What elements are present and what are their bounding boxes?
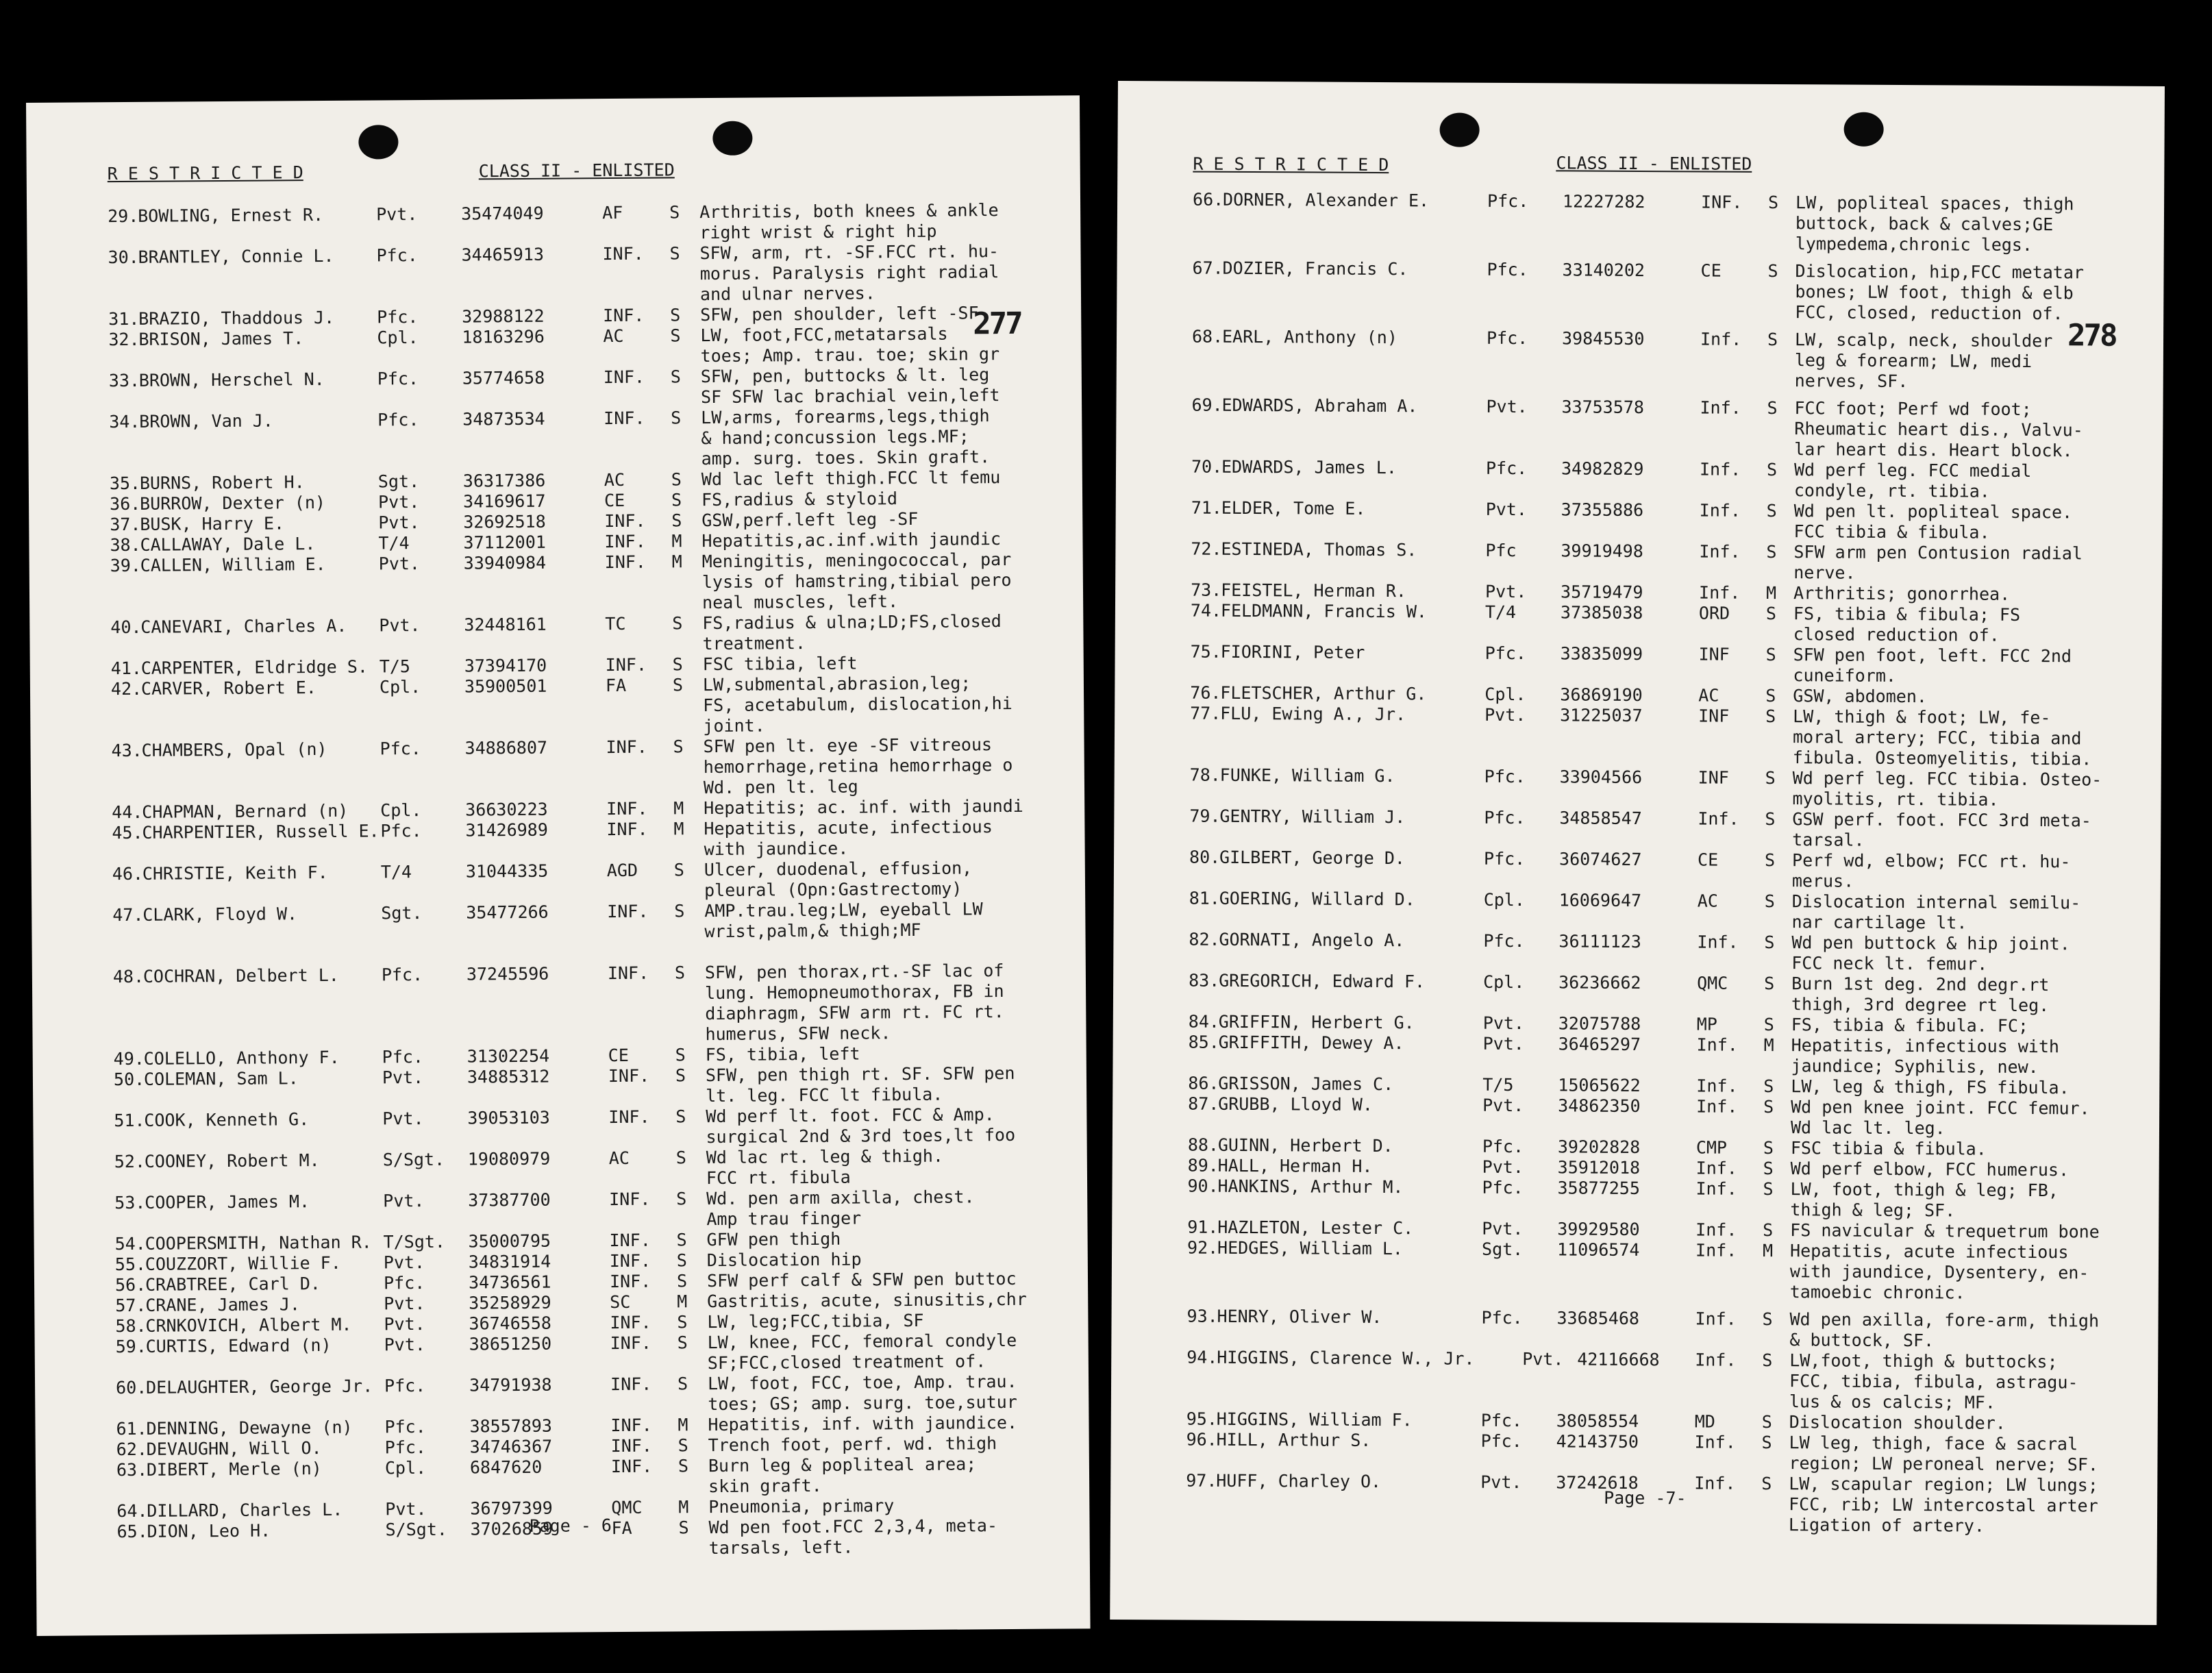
roster-row: 68. EARL, Anthony (n) Pfc. 39845530 Inf. S LW, scalp, neck, shoulder leg & forearm; LW, medi nerves, SF. [1191, 326, 2053, 392]
roster-row: 75. FIORINI, Peter Pfc. 33835099 INF S SFW pen foot, left. FCC 2nd cuneiform. [1190, 641, 2072, 686]
roster-row: 77. FLU, Ewing A., Jr. Pvt. 31225037 INF S LW, thigh & foot; LW, fe- moral artery; FCC, tibia and fibula. Osteomyelitis, tibia. [1190, 703, 2092, 769]
class-header: CLASS II - ENLISTED [478, 160, 675, 182]
roster-row: 30. BRANTLEY, Connie L. Pfc. 34465913 INF. S SFW, arm, rt. -SF.FCC rt. hu- morus. Paralysis right radial and ulnar nerves. [108, 241, 999, 305]
roster-list [27, 199, 1090, 1563]
roster-row: 55. COUZZORT, Willie F. Pvt. 34831914 INF. S Dislocation hip [114, 1249, 862, 1275]
roster-row: 50. COLEMAN, Sam L. Pvt. 34885312 INF. S SFW, pen thigh rt. SF. SFW pen lt. leg. FCC lt fibula. [113, 1063, 1015, 1106]
roster-row: 59. CURTIS, Edward (n) Pvt. 38651250 INF. S LW, knee, FCC, femoral condyle SF;FCC,closed treatment of. [115, 1330, 1017, 1374]
roster-row: 47. CLARK, Floyd W. Sgt. 35477266 INF. S AMP.trau.leg;LW, eyeball LW wrist,palm,& thigh;MF [112, 899, 983, 942]
roster-row: 83. GREGORICH, Edward F. Cpl. 36236662 QMC S Burn 1st deg. 2nd degr.rt thigh, 3rd degree rt leg. [1189, 970, 2050, 1016]
roster-row: 61. DENNING, Dewayne (n) Pfc. 38557893 INF. M Hepatitis, inf. with jaundice. [116, 1412, 1018, 1439]
roster-row: 95. HIGGINS, William F. Pfc. 38058554 MD S Dislocation shoulder. [1186, 1409, 2006, 1433]
roster-row: 35. BURNS, Robert H. Sgt. 36317386 AC S Wd lac left thigh.FCC lt femu [109, 467, 1001, 494]
roster-row: 85. GRIFFITH, Dewey A. Pvt. 36465297 Inf. M Hepatitis, infectious with jaundice; Syphilis, new. [1188, 1032, 2060, 1078]
page-number-footer: Page -7- [1604, 1487, 1687, 1509]
roster-row: 80. GILBERT, George D. Pfc. 36074627 CE S Perf wd, elbow; FCC rt. hu- merus. [1189, 847, 2071, 891]
restricted-header: R E S T R I C T E D [107, 162, 303, 184]
roster-row: 74. FELDMANN, Francis W. T/4 37385038 ORD S FS, tibia & fibula; FS closed reduction of. [1190, 600, 2021, 645]
roster-row: 33. BROWN, Herschel N. Pfc. 35774658 INF. S SFW, pen, buttocks & lt. leg SF SFW lac brachial vein,left [108, 364, 1000, 408]
roster-row: 31. BRAZIO, Thaddous J. Pfc. 32988122 INF. S SFW, pen shoulder, left -SF [108, 303, 979, 330]
roster-row: 71. ELDER, Tome E. Pvt. 37355886 Inf. S Wd pen lt. popliteal space. FCC tibia & fibula. [1191, 497, 2073, 543]
roster-row: 89. HALL, Herman H. Pvt. 35912018 Inf. S Wd perf elbow, FCC humerus. [1187, 1155, 2070, 1180]
roster-row: 60. DELAUGHTER, George Jr. Pfc. 34791938 INF. S LW, foot, FCC, toe, Amp. trau. toes; GS; amp. surg. toe,sutur [115, 1371, 1017, 1415]
roster-row: 58. CRNKOVICH, Albert M. Pvt. 36746558 INF. S LW, leg;FCC,tibia, SF [115, 1310, 924, 1337]
roster-row: 81. GOERING, Willard D. Cpl. 16069647 AC S Dislocation internal semilu- nar cartilage lt. [1189, 888, 2081, 933]
roster-row: 86. GRISSON, James C. T/5 15065622 Inf. S LW, leg & thigh, FS fibula. [1188, 1073, 2070, 1098]
roster-row: 64. DILLARD, Charles L. Pvt. 36797399 QMC M Pneumonia, primary [116, 1496, 895, 1522]
punch-hole [712, 121, 752, 156]
roster-row: 53. COOPER, James M. Pvt. 37387700 INF. S Wd. pen arm axilla, chest. Amp trau finger [114, 1187, 975, 1230]
roster-row: 51. COOK, Kenneth G. Pvt. 39053103 INF. S Wd perf lt. foot. FCC & Amp. surgical 2nd & 3rd toes,lt foo [114, 1104, 1016, 1148]
roster-row: 67. DOZIER, Francis C. Pfc. 33140202 CE S Dislocation, hip,FCC metatar bones; LW foot, thigh & elb FCC, closed, reduction of. [1192, 258, 2085, 324]
roster-row: 56. CRABTREE, Carl D. Pfc. 34736561 INF. S SFW perf calf & SFW pen buttoc [114, 1268, 1017, 1296]
roster-row: 94. HIGGINS, Clarence W., Jr. Pvt. 42116668 Inf. S LW,foot, thigh & buttocks; FCC, tibia, fibula, astragu- lus & os calcis; MF. [1186, 1347, 2078, 1413]
roster-row: 63. DIBERT, Merle (n) Cpl. 6847620 INF. S Burn leg & popliteal area; skin graft. [116, 1454, 977, 1497]
roster-row: 54. COOPERSMITH, Nathan R. T/Sgt. 35000795 INF. S GFW pen thigh [114, 1228, 841, 1254]
roster-row: 92. HEDGES, William L. Sgt. 11096574 Inf. M Hepatitis, acute infectious with jaundice, Dysentery, en- tamoebic chronic. [1187, 1237, 2089, 1303]
class-header: CLASS II - ENLISTED [1556, 153, 1752, 174]
roster-row: 37. BUSK, Harry E. Pvt. 32692518 INF. S GSW,perf.left leg -SF [110, 508, 919, 535]
roster-row: 90. HANKINS, Arthur M. Pfc. 35877255 Inf. S LW, foot, thigh & leg; FB, thigh & leg; SF. [1187, 1176, 2059, 1221]
page-stamp-number: 278 [2067, 318, 2116, 354]
roster-row: 41. CARPENTER, Eldridge S. T/5 37394170 INF. S FSC tibia, left [110, 653, 858, 679]
roster-row: 42. CARVER, Robert E. Cpl. 35900501 FA S LW,submental,abrasion,leg; FS, acetabulum, dislocation,hi joint. [110, 673, 1012, 736]
roster-row: 62. DEVAUGHN, Will O. Pfc. 34746367 INF. S Trench foot, perf. wd. thigh [116, 1433, 997, 1460]
roster-row: 36. BURROW, Dexter (n) Pvt. 34169617 CE S FS,radius & styloid [109, 488, 898, 515]
roster-row: 32. BRISON, James T. Cpl. 18163296 AC S LW, foot,FCC,metatarsals toes; Amp. trau. toe; skin gr [108, 323, 1000, 367]
roster-row: 70. EDWARDS, James L. Pfc. 34982829 Inf. S Wd perf leg. FCC medial condyle, rt. tibia. [1191, 456, 2032, 501]
roster-row: 65. DION, Leo H. S/Sgt. 37026859 FA S Wd pen foot.FCC 2,3,4, meta- tarsals, left. [116, 1515, 998, 1559]
roster-row: 38. CALLAWAY, Dale L. T/4 37112001 INF. M Hepatitis,ac.inf.with jaundic [110, 529, 1002, 556]
roster-row: 73. FEISTEL, Herman R. Pvt. 35719479 Inf. M Arthritis; gonorrhea. [1191, 580, 2011, 604]
roster-row: 46. CHRISTIE, Keith F. T/4 31044335 AGD S Ulcer, duodenal, effusion, pleural (Opn:Gastrectomy) [112, 858, 973, 901]
roster-row: 93. HENRY, Oliver W. Pfc. 33685468 Inf. S Wd pen axilla, fore-arm, thigh & buttock, SF. [1186, 1306, 2100, 1351]
roster-row: 82. GORNATI, Angelo A. Pfc. 36111123 Inf. S Wd pen buttock & hip joint. FCC neck lt. femur. [1189, 929, 2070, 974]
roster-row: 69. EDWARDS, Abraham A. Pvt. 33753578 Inf. S FCC foot; Perf wd foot; Rheumatic heart dis., Valvu- lar heart dis. Heart block. [1191, 395, 2083, 461]
punch-hole [1440, 112, 1480, 147]
punch-hole [358, 125, 398, 159]
roster-row: 48. COCHRAN, Delbert L. Pfc. 37245596 INF. S SFW, pen thorax,rt.-SF lac of lung. Hemopneumothorax, FB in diaphragm, SFW arm rt. FC rt. humerus, SFW neck. [112, 961, 1004, 1045]
roster-row: 39. CALLEN, William E. Pvt. 33940984 INF. M Meningitis, meningococcal, par lysis of hamstring,tibial pero neal muscles, left. [110, 549, 1012, 613]
roster-row: 88. GUINN, Herbert D. Pfc. 39202828 CMP S FSC tibia & fibula. [1187, 1135, 1987, 1159]
punch-hole [1844, 112, 1884, 147]
roster-row: 29. BOWLING, Ernest R. Pvt. 35474049 AF S Arthritis, both knees & ankle right wrist & right hip [108, 200, 999, 243]
page-number-footer: Page - 6 [529, 1515, 612, 1536]
restricted-header: R E S T R I C T E D [1193, 153, 1389, 175]
roster-row: 57. CRANE, James J. Pvt. 35258929 SC M Gastritis, acute, sinusitis,chr [115, 1289, 1027, 1316]
roster-row: 72. ESTINEDA, Thomas S. Pfc 39919498 Inf. S SFW arm pen Contusion radial nerve. [1191, 538, 2083, 583]
page-stamp-number: 277 [973, 306, 1021, 342]
roster-row: 43. CHAMBERS, Opal (n) Pfc. 34886807 INF. S SFW pen lt. eye -SF vitreous hemorrhage,retina hemorrhage o Wd. pen lt. leg [111, 734, 1013, 798]
roster-row: 76. FLETSCHER, Arthur G. Cpl. 36869190 AC S GSW, abdomen. [1190, 682, 1928, 707]
roster-row: 87. GRUBB, Lloyd W. Pvt. 34862350 Inf. S Wd pen knee joint. FCC femur. Wd lac lt. leg. [1188, 1093, 2090, 1139]
roster-row: 40. CANEVARI, Charles A. Pvt. 32448161 TC S FS,radius & ulna;LD;FS,closed treatment. [110, 611, 1002, 654]
left-page [26, 95, 1091, 1636]
roster-row: 52. COONEY, Robert M. S/Sgt. 19080979 AC S Wd lac rt. leg & thigh. FCC rt. fibula [114, 1145, 944, 1189]
roster-row: 78. FUNKE, William G. Pfc. 33904566 INF S Wd perf leg. FCC tibia. Osteo- myolitis, rt. tibia. [1189, 765, 2102, 810]
roster-row: 97. HUFF, Charley O. Pvt. 37242618 Inf. S LW, scapular region; LW lungs; FCC, rib; LW intercostal arter Ligation of artery. [1186, 1470, 2098, 1536]
roster-list [1110, 189, 2164, 1537]
roster-row: 91. HAZLETON, Lester C. Pvt. 39929580 Inf. S FS navicular & trequetrum bone [1187, 1217, 2100, 1242]
roster-row: 79. GENTRY, William J. Pfc. 34858547 Inf. S GSW perf. foot. FCC 3rd meta- tarsal. [1189, 806, 2091, 850]
roster-row: 84. GRIFFIN, Herbert G. Pvt. 32075788 MP S FS, tibia & fibula. FC; [1188, 1011, 2029, 1036]
roster-row: 96. HILL, Arthur S. Pfc. 42143750 Inf. S LW leg, thigh, face & sacral region; LW peroneal nerve; SF. [1186, 1429, 2099, 1475]
right-page [1110, 81, 2165, 1625]
roster-row: 66. DORNER, Alexander E. Pfc. 12227282 INF. S LW, popliteal spaces, thigh buttock, back & calves;GE lympedema,chronic legs. [1193, 189, 2074, 255]
roster-row: 45. CHARPENTIER, Russell E. Pfc. 31426989 INF. M Hepatitis, acute, infectious with jaundice. [112, 817, 993, 860]
roster-row: 49. COLELLO, Anthony F. Pfc. 31302254 CE S FS, tibia, left [113, 1043, 860, 1069]
roster-row: 44. CHAPMAN, Bernard (n) Cpl. 36630223 INF. M Hepatitis; ac. inf. with jaundi [112, 795, 1023, 823]
roster-row: 34. BROWN, Van J. Pfc. 34873534 INF. S LW,arms, forearms,legs,thigh & hand;concussion legs.MF; amp. surg. toes. Skin graft. [109, 406, 991, 469]
